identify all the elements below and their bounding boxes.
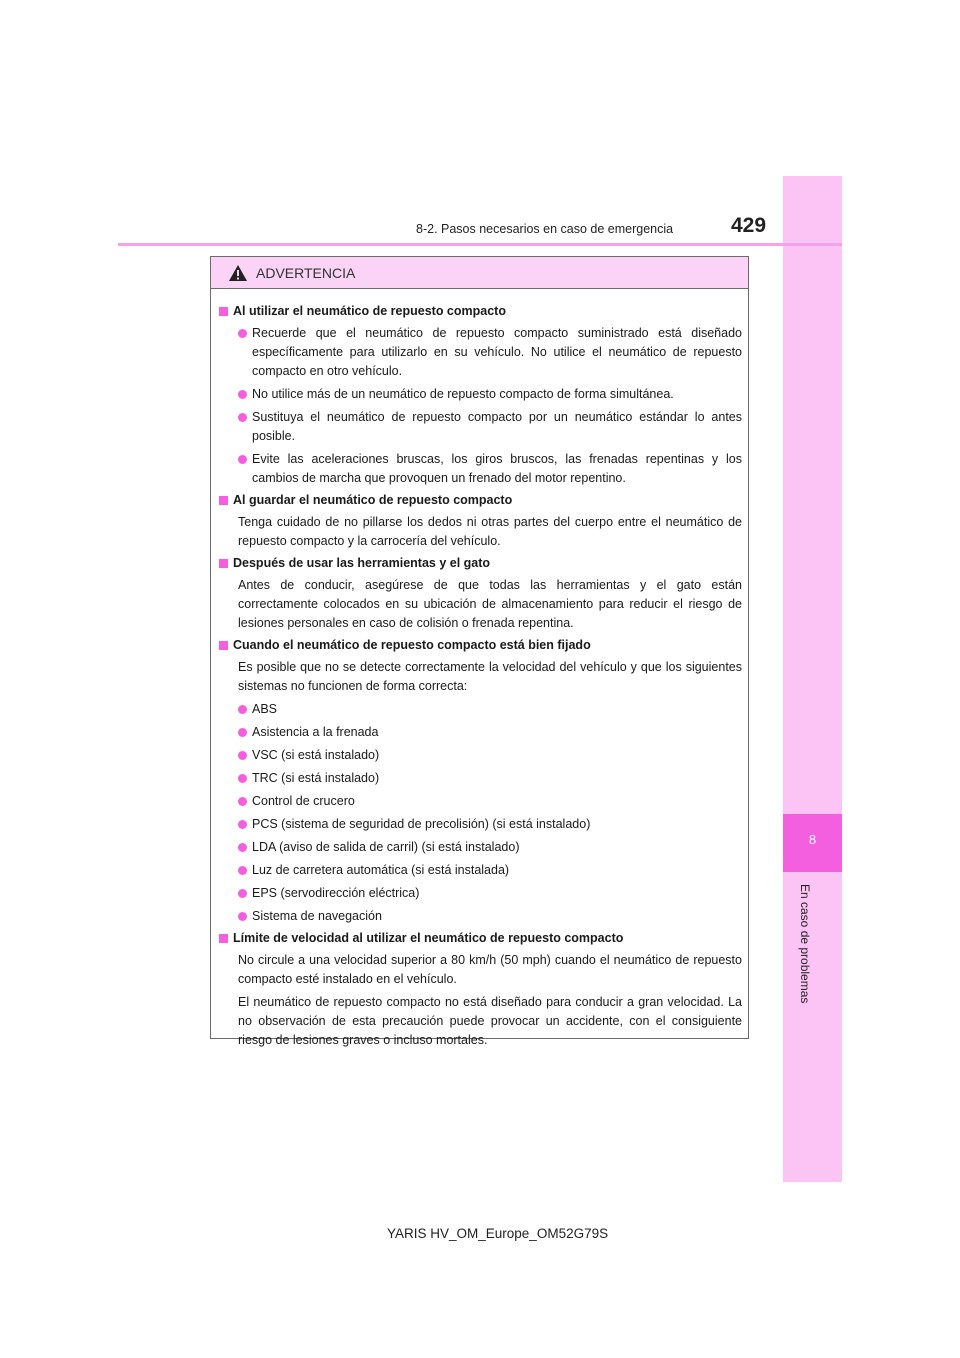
round-bullet-icon [238, 751, 247, 760]
round-bullet-icon [238, 820, 247, 829]
round-bullet-icon [238, 413, 247, 422]
paragraph: Tenga cuidado de no pillarse los dedos ni otras partes del cuerpo entre el neumático de repuesto compacto y la carrocería del vehículo. [238, 515, 742, 548]
warning-box [210, 256, 749, 1047]
square-bullet-icon [219, 934, 228, 943]
square-bullet-icon [219, 559, 228, 568]
paragraph: No circule a una velocidad superior a 80 km/h (50 mph) cuando el neumático de repuesto compacto esté instalado en el vehículo. [238, 953, 742, 986]
paragraph: Antes de conducir, asegúrese de que todas las herramientas y el gato están correctamente colocados en su ubicación de almacenamiento para reducir el riesgo de lesiones personales en caso de colisión o frenada repentina. [238, 578, 742, 630]
list-item: PCS (sistema de seguridad de precolisión) (si está instalado) [238, 815, 742, 834]
chapter-tab-strip [783, 176, 842, 1182]
list-item: No utilice más de un neumático de repuesto compacto de forma simultánea. [238, 385, 742, 404]
list-item: Control de crucero [238, 792, 742, 811]
paragraph: Es posible que no se detecte correctamente la velocidad del vehículo y que los siguientes sistemas no funcionen de forma correcta: [238, 660, 742, 693]
round-bullet-icon [238, 843, 247, 852]
round-bullet-icon [238, 889, 247, 898]
document-code: YARIS HV_OM_Europe_OM52G79S [387, 1226, 609, 1241]
round-bullet-icon [238, 866, 247, 875]
warning-title: ADVERTENCIA [256, 264, 356, 281]
list-item: Recuerde que el neumático de repuesto compacto suministrado está diseñado específicamente para utilizarlo en su vehículo. No utilice el neumático de repuesto compacto en otro vehículo. [238, 324, 742, 381]
list-item: Sistema de navegación [238, 907, 742, 926]
paragraph: El neumático de repuesto compacto no está diseñado para conducir a gran velocidad. La no observación de esta precaución puede provocar un accidente, con el consiguiente riesgo de lesiones graves o incluso mortales. [238, 995, 742, 1047]
round-bullet-icon [238, 912, 247, 921]
round-bullet-icon [238, 728, 247, 737]
list-item: Luz de carretera automática (si está instalada) [238, 861, 742, 880]
list-item: TRC (si está instalado) [238, 769, 742, 788]
warning-triangle-icon [228, 264, 248, 282]
warning-header [211, 257, 748, 289]
list-item: LDA (aviso de salida de carril) (si está instalado) [238, 838, 742, 857]
section-heading: Después de usar las herramientas y el gato [219, 555, 742, 572]
list-item: Evite las aceleraciones bruscas, los giros bruscos, las frenadas repentinas y los cambios de marcha que provoquen un frenado del motor repentino. [238, 450, 742, 488]
section-heading: Al utilizar el neumático de repuesto compacto [219, 303, 742, 320]
chapter-number: 8 [808, 832, 817, 847]
round-bullet-icon [238, 774, 247, 783]
list-item: Sustituya el neumático de repuesto compacto por un neumático estándar lo antes posible. [238, 408, 742, 446]
square-bullet-icon [219, 307, 228, 316]
round-bullet-icon [238, 329, 247, 338]
square-bullet-icon [219, 496, 228, 505]
round-bullet-icon [238, 705, 247, 714]
square-bullet-icon [219, 641, 228, 650]
round-bullet-icon [238, 390, 247, 399]
chapter-title: En caso de problemas [798, 884, 812, 1004]
round-bullet-icon [238, 455, 247, 464]
page-number: 429 [731, 214, 767, 237]
section-heading: Cuando el neumático de repuesto compacto está bien fijado [219, 637, 742, 654]
section-heading: Límite de velocidad al utilizar el neumático de repuesto compacto [219, 930, 742, 947]
list-item: EPS (servodirección eléctrica) [238, 884, 742, 903]
list-item: Asistencia a la frenada [238, 723, 742, 742]
section-heading: Al guardar el neumático de repuesto compacto [219, 492, 742, 509]
list-item: ABS [238, 700, 742, 719]
list-item: VSC (si está instalado) [238, 746, 742, 765]
round-bullet-icon [238, 797, 247, 806]
warning-body [211, 289, 748, 1050]
section-title: 8-2. Pasos necesarios en caso de emergencia [416, 222, 674, 236]
header-rule [118, 243, 842, 246]
